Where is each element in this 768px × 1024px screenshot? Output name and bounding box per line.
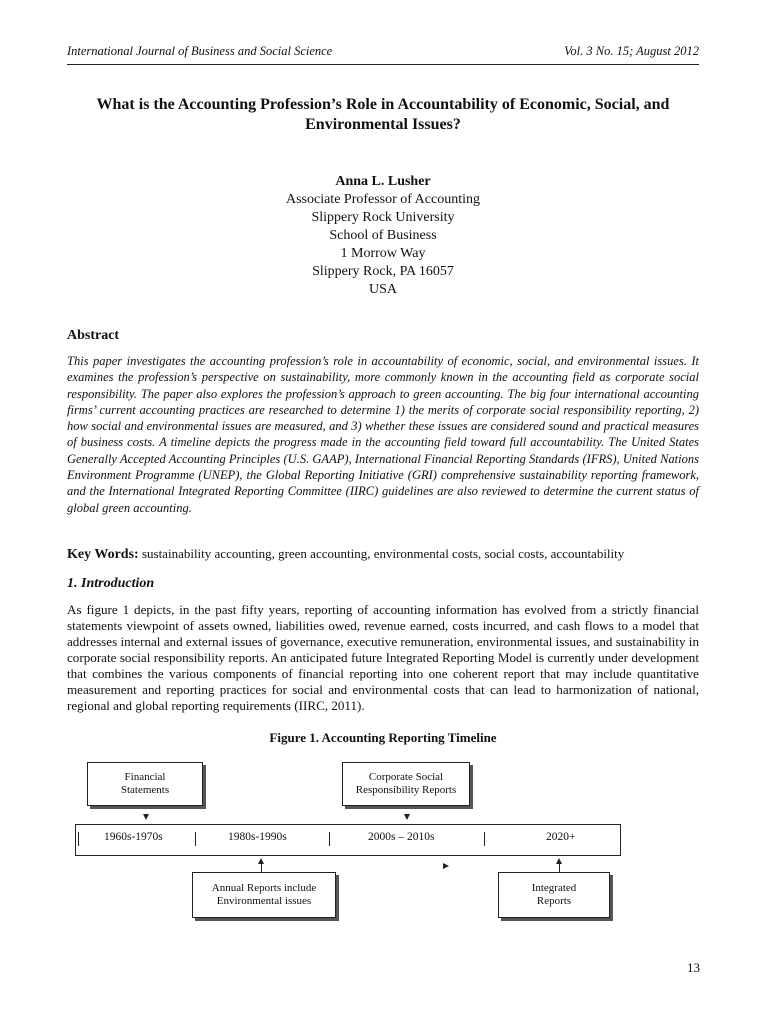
keywords <box>67 546 707 563</box>
keywords-text: sustainability accounting, green accounting, environmental costs, social costs, accountability <box>141 546 625 561</box>
arrow-down-icon <box>143 814 149 820</box>
author-country: USA <box>368 282 397 297</box>
timeline-period: 1980s-1990s <box>228 831 287 843</box>
figure-caption: Figure 1. Accounting Reporting Timeline <box>269 730 497 745</box>
journal-name: International Journal of Business and Social Science <box>67 44 333 58</box>
box-line: Integrated <box>531 882 577 894</box>
abstract-heading: Abstract <box>67 328 120 343</box>
keywords-label: Key Words: <box>67 547 139 562</box>
author-name: Anna L. Lusher <box>335 174 431 189</box>
author-street: 1 Morrow Way <box>340 246 426 261</box>
arrow-stem <box>261 864 262 872</box>
box-line: Reports <box>536 895 572 907</box>
box-line: Statements <box>120 784 170 796</box>
timeline-period: 1960s-1970s <box>104 831 163 843</box>
page-number: 13 <box>687 960 700 975</box>
timeline-box-financial-statements <box>87 762 203 806</box>
author-block <box>67 173 699 299</box>
issue-info: Vol. 3 No. 15; August 2012 <box>564 44 699 58</box>
arrow-stem <box>559 864 560 872</box>
running-header <box>67 44 699 59</box>
box-line: Annual Reports include <box>211 882 317 894</box>
arrow-down-icon <box>404 814 410 820</box>
arrow-right-icon <box>443 863 449 869</box>
timeline-bar <box>75 824 621 856</box>
author-city: Slippery Rock, PA 16057 <box>312 264 454 279</box>
box-line: Financial <box>124 771 166 783</box>
timeline-divider <box>78 832 79 846</box>
timeline-box-csr-reports <box>342 762 470 806</box>
introduction-text: As figure 1 depicts, in the past fifty years, reporting of accounting information has evolved from a strictly financial statements viewpoint of assets owned, liabilities owed, revenue earned, costs incurred, and cash flows to a model that addresses internal and external issues of governance, executive remuneration, environmental issues, and sustainability in corporate social responsibility reports. An anticipated future Integrated Reporting Model is currently under development that combines the various components of financial reporting into one coherent report that may include quantitative measurement and reporting practices for social and environmental costs that can lead to harmonization of national, regional and global reporting requirements (IIRC, 2011). <box>67 602 699 713</box>
box-line: Environmental issues <box>216 895 312 907</box>
timeline-box-annual-reports <box>192 872 336 918</box>
timeline-period: 2000s – 2010s <box>368 831 435 843</box>
section-heading-introduction: 1. Introduction <box>67 576 155 591</box>
abstract-text: This paper investigates the accounting profession’s role in accountability of economic, social, and environmental issues. It examines the profession’s perspective on sustainability, more commonly known in the accounting field as corporate social responsibility. The paper also explores the profession’s approach to green accounting. The big four international accounting firms’ current accounting practices are researched to determine 1) the merits of corporate social responsibility reporting, 2) how social and environmental issues are measured, and 3) whether these issues are considered sound and practical measures of business costs. A timeline depicts the progress made in the accounting field toward full accountability. The United States Generally Accepted Accounting Principles (U.S. GAAP), International Financial Reporting Standards (IFRS), United Nations Environment Programme (UNEP), the Global Reporting Initiative (GRI) comprehensive sustainability reporting framework, and the International Integrated Reporting Committee (IIRC) guidelines are also reviewed to determine the current status of global green accounting. <box>67 354 699 515</box>
timeline-period: 2020+ <box>546 831 576 843</box>
header-rule <box>67 64 699 65</box>
timeline-divider <box>329 832 330 846</box>
box-line: Responsibility Reports <box>355 784 457 796</box>
timeline-divider <box>195 832 196 846</box>
timeline-box-integrated-reports <box>498 872 610 918</box>
timeline-divider <box>484 832 485 846</box>
paper-title: What is the Accounting Profession’s Role in Accountability of Economic, Social, and Environmental Issues? <box>96 96 670 133</box>
author-position: Associate Professor of Accounting <box>285 192 481 207</box>
author-university: Slippery Rock University <box>311 210 455 225</box>
author-school: School of Business <box>329 228 437 243</box>
box-line: Corporate Social <box>368 771 444 783</box>
